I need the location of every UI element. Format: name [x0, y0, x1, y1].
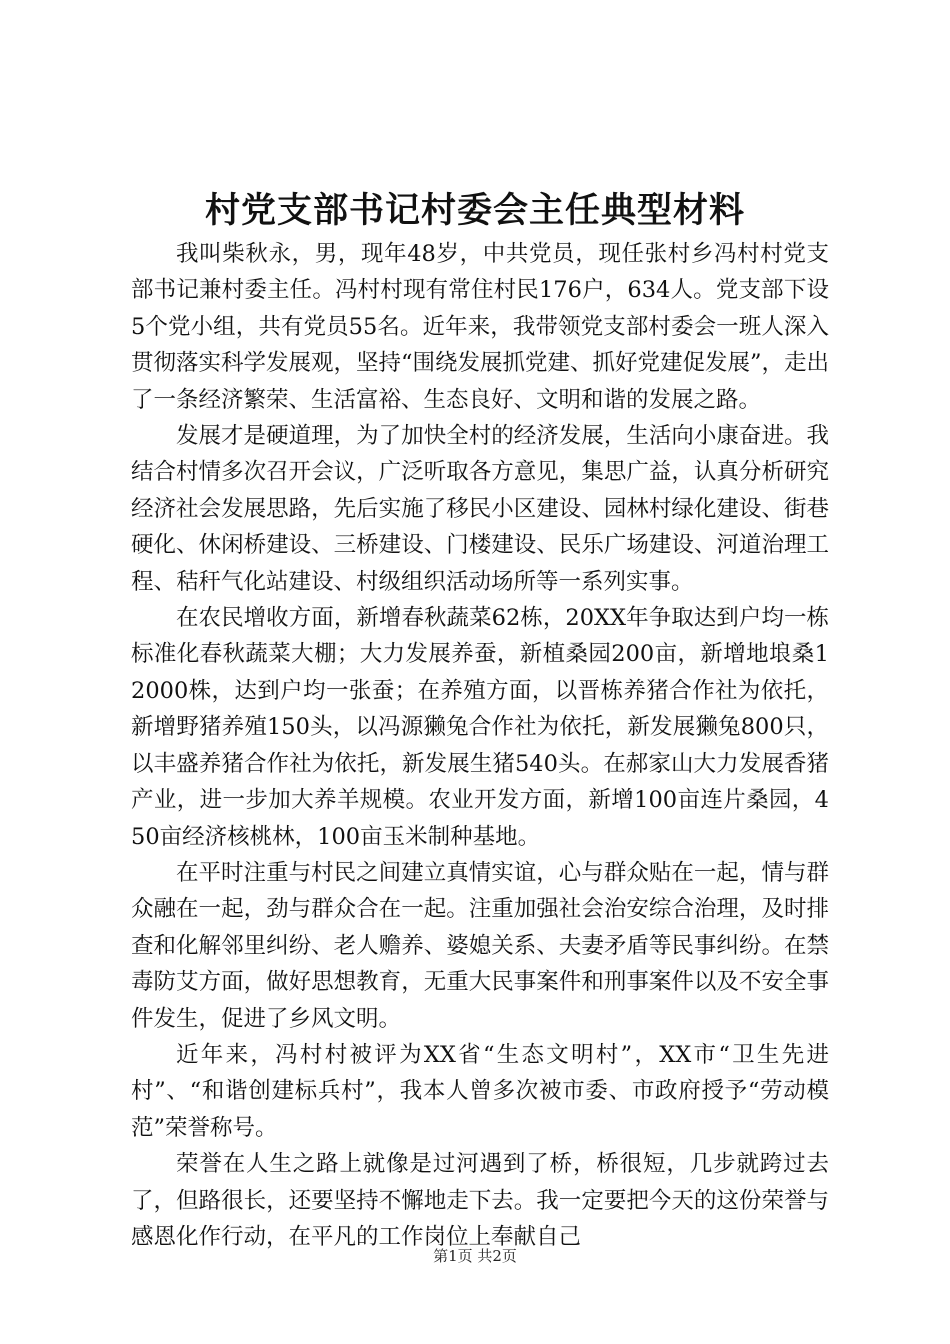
document-title: 村党支部书记村委会主任典型材料	[204, 190, 745, 231]
paragraph-6: 荣誉在人生之路上就像是过河遇到了桥，桥很短，几步就跨过去了，但路很长，还要坚持不懈地走下去。我一定要把今天的这份荣誉与感恩化作行动，在平凡的工作岗位上奉献自己	[131, 1151, 829, 1250]
document-body	[131, 236, 829, 1255]
page-number-footer: 第1页 共2页	[433, 1247, 517, 1265]
paragraph-1: 我叫柴秋永，男，现年48岁，中共党员，现任张村乡冯村村党支部书记兼村委主任。冯村村现有常住村民176户，634人。党支部下设5个党小组，共有党员55名。近年来，我带领党支部村委会一班人深入贯彻落实科学发展观，坚持“围绕发展抓党建、抓好党建促发展”，走出了一条经济繁荣、生活富裕、生态良好、文明和谐的发展之路。	[131, 241, 830, 413]
paragraph-2: 发展才是硬道理，为了加快全村的经济发展，生活向小康奋进。我结合村情多次召开会议，广泛听取各方意见，集思广益，认真分析研究经济社会发展思路，先后实施了移民小区建设、园林村绿化建设、街巷硬化、休闲桥建设、三桥建设、门楼建设、民乐广场建设、河道治理工程、秸秆气化站建设、村级组织活动场所等一系列实事。	[131, 423, 829, 595]
paragraph-3: 在农民增收方面，新增春秋蔬菜62栋，20XX年争取达到户均一栋标准化春秋蔬菜大棚；大力发展养蚕，新植桑园200亩，新增地埌桑12000株，达到户均一张蚕；在养殖方面，以晋栋养猪合作社为依托，新增野猪养殖150头，以冯源獭兔合作社为依托，新发展獭兔800只，以丰盛养猪合作社为依托，新发展生猪540头。在郝家山大力发展香猪产业，进一步加大养羊规模。农业开发方面，新增100亩连片桑园，450亩经济核桃林，100亩玉米制种基地。	[131, 605, 829, 850]
paragraph-5: 近年来，冯村村被评为XX省“生态文明村”，XX市“卫生先进村”、“和谐创建标兵村”，我本人曾多次被市委、市政府授予“劳动模范”荣誉称号。	[131, 1041, 829, 1141]
paragraph-4: 在平时注重与村民之间建立真情实谊，心与群众贴在一起，情与群众融在一起，劲与群众合在一起。注重加强社会治安综合治理，及时排查和化解邻里纠纷、老人赡养、婆媳关系、夫妻矛盾等民事纠纷。在禁毒防艾方面，做好思想教育，无重大民事案件和刑事案件以及不安全事件发生，促进了乡风文明。	[131, 859, 829, 1032]
